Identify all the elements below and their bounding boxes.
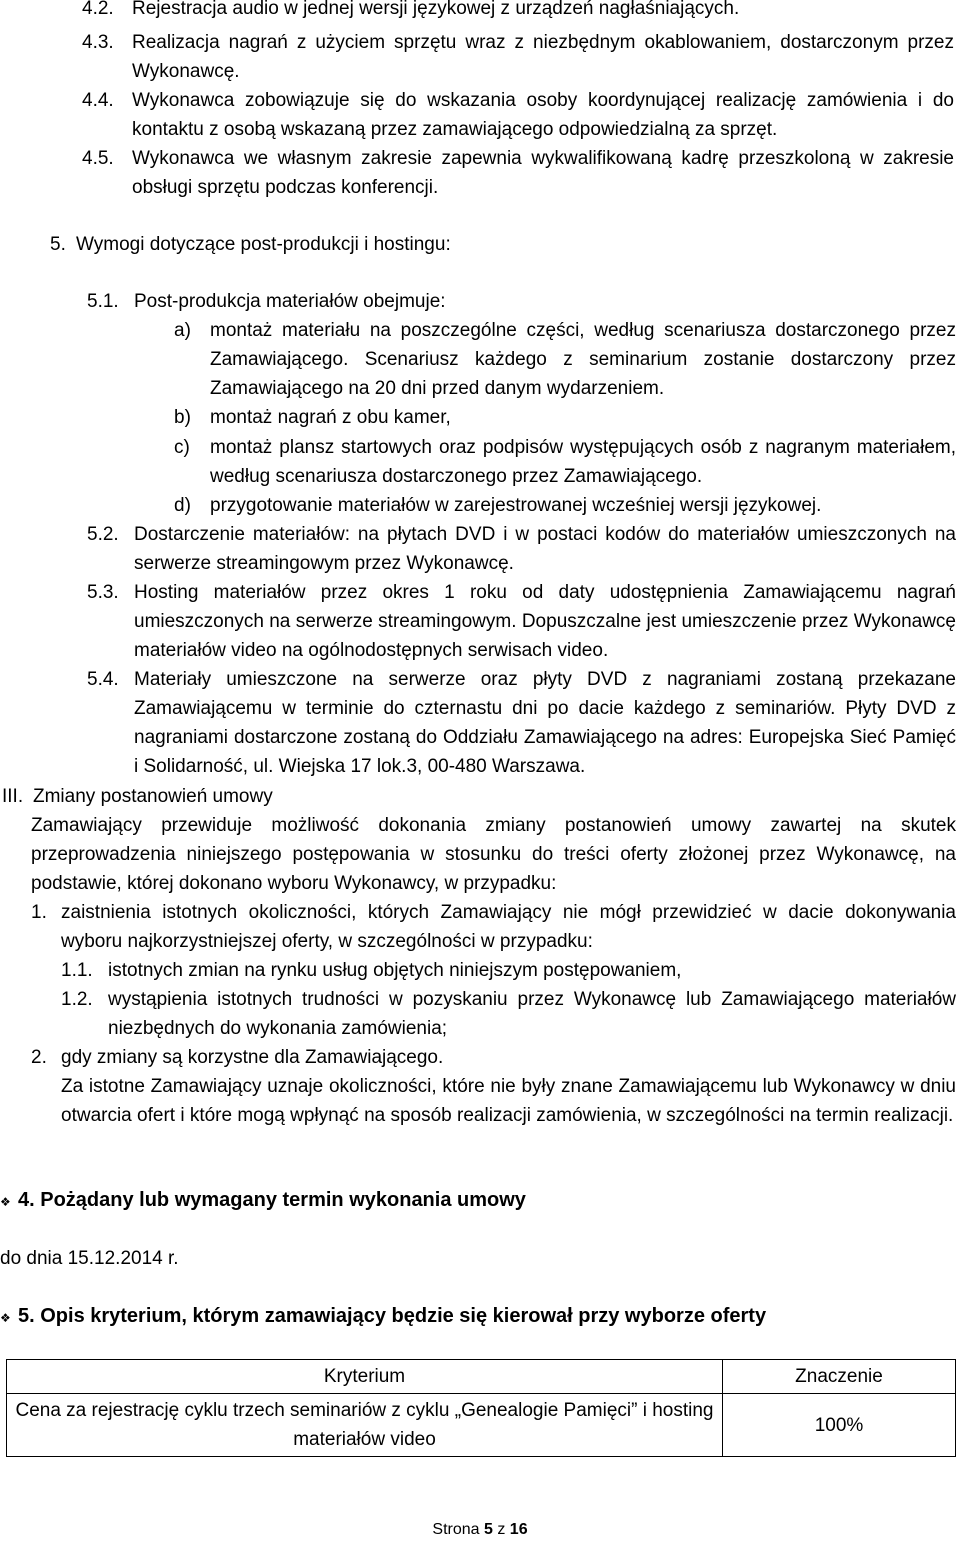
sub-item-letter: d) [174, 495, 191, 516]
section-title: Zmiany postanowień umowy [33, 786, 273, 807]
footer-prefix: Strona [432, 1521, 484, 1538]
item-number: 5.4. [87, 669, 119, 690]
item-text: Dostarczenie materiałów: na płytach DVD i w postaci kodów do materiałów umieszczonych na serwerze streamingowym przez Wykonawcę. [134, 524, 956, 574]
item-text: Wykonawca zobowiązuje się do wskazania osoby koordynującej realizację zamówienia i do kontaktu z osobą wskazaną przez zamawiającego odpowiedzialną za sprzęt. [132, 90, 954, 140]
item-text: Materiały umieszczone na serwerze oraz płyty DVD z nagraniami zostaną przekazane Zamawiającemu w terminie do czternastu dni po dacie każdego z seminariów. Płyty DVD z nagraniami dostarczone zostaną do Oddziału Zamawiającego na adres: Europejska Sieć Pamięć i Solidarność, ul. Wiejska 17 lok.3, 00-480 Warszawa. [134, 669, 956, 777]
item-text: Realizacja nagrań z użyciem sprzętu wraz z niezbędnym okablowaniem, dostarczonym przez Wykonawcę. [132, 32, 954, 82]
section-heading [0, 1302, 950, 1333]
table-header-cell: Znaczenie [723, 1360, 956, 1394]
page-number: 5 [484, 1521, 493, 1538]
table-cell: Cena za rejestrację cyklu trzech seminariów z cyklu „Genealogie Pamięci” i hosting materiałów video [7, 1394, 723, 1457]
item-text: Wykonawca we własnym zakresie zapewnia wykwalifikowaną kadrę przeszkoloną w zakresie obsługi sprzętu podczas konferencji. [132, 148, 954, 198]
sub-item-number: 1.1. [61, 960, 93, 981]
section-heading [50, 230, 750, 259]
item-text: zaistnienia istotnych okoliczności, których Zamawiający nie mógł przewidzieć w dacie dokonywania wyboru najkorzystniejszej oferty, w szczególności w przypadku: [61, 902, 956, 952]
list-item [82, 144, 954, 202]
item-number: 5.3. [87, 582, 119, 603]
list-item [82, 86, 954, 144]
list-item [87, 287, 947, 316]
page-total: 16 [509, 1521, 528, 1538]
item-number: 4.4. [82, 90, 114, 111]
item-number: 5.1. [87, 291, 119, 312]
sub-item-text: montaż materiału na poszczególne części, według scenariusza dostarczonego przez Zamawiającego. Scenariusz każdego z seminarium zostanie dostarczony przez Zamawiającego na 20 dni przed danym wydarzeniem. [210, 320, 956, 399]
table-cell: 100% [723, 1394, 956, 1457]
item-text: Hosting materiałów przez okres 1 roku od daty udostępnienia Zamawiającemu nagrań umieszczonych na serwerze streamingowym. Dopuszczalne jest umieszczenie przez Wykonawcę materiałów video na ogólnodostępnych serwisach video. [134, 582, 956, 661]
sub-item-letter: b) [174, 407, 191, 428]
sub-item-letter: a) [174, 320, 191, 341]
list-item [87, 665, 956, 781]
list-item [31, 898, 956, 956]
item-number: 2. [31, 1047, 47, 1068]
sub-item-letter: c) [174, 437, 190, 458]
sub-item [61, 956, 956, 985]
criteria-table [6, 1359, 956, 1457]
section-heading [2, 782, 602, 811]
bullet-icon: ❖ [0, 1195, 11, 1209]
page-footer [0, 1520, 960, 1540]
sub-item [174, 403, 956, 432]
sub-item-text: montaż plansz startowych oraz podpisów występujących osób z nagranym materiałem, według scenariusza dostarczonego przez Zamawiającego. [210, 437, 956, 487]
sub-item [174, 491, 956, 520]
section-title: Wymogi dotyczące post-produkcji i hostingu: [76, 234, 451, 255]
section-heading [0, 1186, 900, 1217]
table-row [7, 1394, 956, 1457]
list-item [87, 520, 956, 578]
table-header-row [7, 1360, 956, 1394]
section-number: 5. [50, 234, 66, 255]
sub-item-text: wystąpienia istotnych trudności w pozyskaniu przez Wykonawcę lub Zamawiającego materiałów niezbędnych do wykonania zamówienia; [108, 989, 956, 1039]
item-number: 4.2. [82, 0, 114, 19]
paragraph: Za istotne Zamawiający uznaje okoliczności, które nie były znane Zamawiającemu lub Wykonawcy w dniu otwarcia ofert i które mogą wpłynąć na sposób realizacji zamówienia, w szczególności na termin realizacji. [61, 1076, 956, 1126]
sub-item-text: przygotowanie materiałów w zarejestrowanej wcześniej wersji językowej. [210, 495, 822, 516]
list-item [87, 578, 956, 665]
sub-item-number: 1.2. [61, 989, 93, 1010]
item-number: 5.2. [87, 524, 119, 545]
item-text: gdy zmiany są korzystne dla Zamawiającego. [61, 1047, 444, 1068]
deadline-text: do dnia 15.12.2014 r. [0, 1248, 179, 1269]
item-text: Rejestracja audio w jednej wersji językowej z urządzeń nagłaśniających. [132, 0, 740, 19]
item-number: 4.3. [82, 32, 114, 53]
item-text: Post-produkcja materiałów obejmuje: [134, 291, 446, 312]
footer-mid: z [492, 1521, 510, 1538]
sub-item [174, 433, 956, 491]
list-item [82, 28, 954, 86]
item-number: 4.5. [82, 148, 114, 169]
list-item [31, 1043, 956, 1072]
table-header-cell: Kryterium [7, 1360, 723, 1394]
heading-text: 4. Pożądany lub wymagany termin wykonania umowy [18, 1189, 526, 1211]
sub-item-text: montaż nagrań z obu kamer, [210, 407, 451, 428]
sub-item-text: istotnych zmian na rynku usług objętych niniejszym postępowaniem, [108, 960, 682, 981]
section-number: III. [2, 786, 24, 807]
list-item [82, 0, 952, 23]
item-number: 1. [31, 902, 47, 923]
bullet-icon: ❖ [0, 1311, 11, 1325]
paragraph: Zamawiający przewiduje możliwość dokonania zmiany postanowień umowy zawartej na skutek przeprowadzenia niniejszego postępowania w stosunku do treści oferty złożonej przez Wykonawcę, na podstawie, której dokonano wyboru Wykonawcy, w przypadku: [31, 815, 956, 894]
sub-item [61, 985, 956, 1043]
sub-item [174, 316, 956, 403]
heading-text: 5. Opis kryterium, którym zamawiający będzie się kierował przy wyborze oferty [18, 1305, 767, 1327]
